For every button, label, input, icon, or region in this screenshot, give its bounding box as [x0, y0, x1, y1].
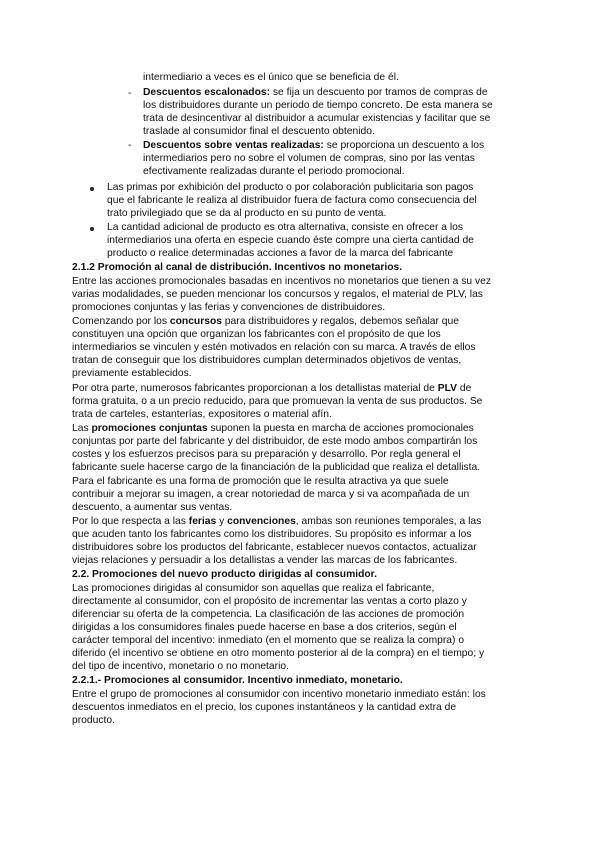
- text-line: trata de desincentivar al distribuidor a acumular existencias y facilitar que se: [143, 113, 491, 124]
- dash-marker: -: [128, 88, 132, 99]
- text-line: traslade al consumidor final el descuento obtenido.: [143, 126, 375, 137]
- text-line: contribuir a mejorar su imagen, a crear notoriedad de marca y si va acompañada de un: [72, 489, 470, 500]
- section-heading: 2.2. Promociones del nuevo producto dirigidas al consumidor.: [72, 569, 377, 580]
- text-line: Las promociones dirigidas al consumidor son aquellas que realiza el fabricante,: [72, 583, 435, 594]
- text-line: Las promociones conjuntas suponen la puesta en marcha de acciones promocionales: [72, 423, 474, 434]
- text-line: previamente establecidos.: [72, 368, 192, 379]
- text-line: diferido (el incentivo se obtiene en otro momento posterior al de la compra) en el tiempo; y: [72, 648, 485, 659]
- text-line: Por lo que respecta a las ferias y convenciones, ambas son reuniones temporales, a las: [72, 516, 482, 527]
- text-line: descuento, a aumentar sus ventas.: [72, 502, 233, 513]
- text-line: constituyen una opción que organizan los fabricantes con el propósito de que los: [72, 329, 441, 340]
- section-heading: 2.1.2 Promoción al canal de distribución. Incentivos no monetarios.: [72, 262, 403, 273]
- text-line: los distribuidores durante un periodo de tiempo concreto. De esta manera se: [143, 100, 493, 111]
- bullet-marker: [90, 227, 94, 231]
- text-line: intermediario a veces es el único que se beneficia de él.: [143, 72, 399, 83]
- text-line: producto o realice determinadas acciones a favor de la marca del fabricante: [107, 248, 454, 259]
- text-line: tratan de conseguir que los distribuidores cumplan determinados objetivos de ventas,: [72, 355, 462, 366]
- text-line: intermediarios pero no sobre el volumen de compras, sino por las ventas: [143, 153, 475, 164]
- bullet-marker: [90, 187, 94, 191]
- text-line: La cantidad adicional de producto es otra alternativa, consiste en ofrecer a los: [107, 222, 464, 233]
- text-line: Las primas por exhibición del producto o por colaboración publicitaria son pagos: [107, 182, 474, 193]
- text-line: Entre el grupo de promociones al consumidor con incentivo monetario inmediato están: los: [72, 689, 486, 700]
- text-line: intermediarios se vinculen y estén motivados en relación con su marca. A través de ellos: [72, 342, 476, 353]
- text-line: que el fabricante le realiza al distribuidor fuera de factura como consecuencia del: [107, 195, 477, 206]
- text-line: Descuentos escalonados: se fija un descuento por tramos de compras de: [143, 87, 488, 98]
- text-line: varias modalidades, se pueden mencionar los concursos y regalos, el material de PLV, las: [72, 289, 483, 300]
- text-line: descuentos inmediatos en el precio, los cupones instantáneos y la cantidad extra de: [72, 702, 457, 713]
- text-line: producto.: [72, 715, 115, 726]
- text-line: intermediarios una oferta en especie cuando éste compre una cierta cantidad de: [107, 235, 474, 246]
- term-descuentos-ventas: Descuentos sobre ventas realizadas:: [143, 140, 324, 151]
- text-line: que acuden tanto los fabricantes como los distribuidores. Su propósito es informar a los: [72, 529, 472, 540]
- text-line: conjuntas por parte del fabricante y del distribuidor, de este modo ambos compartirán los: [72, 436, 478, 447]
- text-line: efectivamente realizadas durante el periodo promocional.: [143, 166, 405, 177]
- dash-marker: -: [128, 140, 132, 151]
- text-line: viejas relaciones y persuadir a los detallistas a vender las marcas de los fabricantes.: [72, 555, 458, 566]
- section-heading: 2.2.1.- Promociones al consumidor. Incentivo inmediato, monetario.: [72, 675, 403, 686]
- text-line: Entre las acciones promocionales basadas en incentivos no monetarios que tienen a su vez: [72, 276, 491, 287]
- text-line: diferenciar su oferta de la competencia. La clasificación de las acciones de promoción: [72, 609, 465, 620]
- text-line: directamente al consumidor, con el propósito de incrementar las ventas a corto plazo y: [72, 596, 467, 607]
- text-line: fabricante suele hacerse cargo de la financiación de la publicidad que realiza el detallista.: [72, 462, 481, 473]
- text-line: Comenzando por los concursos para distribuidores y regalos, debemos señalar que: [72, 316, 459, 327]
- text-line: distribuidores sobre los productos del fabricante, establecer nuevos contactos, actualizar: [72, 542, 477, 553]
- text-line: forma gratuita, o a un precio reducido, para que promuevan la venta de sus productos. Se: [72, 396, 483, 407]
- text-line: Por otra parte, numerosos fabricantes proporcionan a los detallistas material de PLV de: [72, 383, 472, 394]
- text-line: trata de carteles, estanterías, expositores o material afín.: [72, 409, 332, 420]
- text-line: del tipo de incentivo, monetario o no monetario.: [72, 661, 289, 672]
- text-line: carácter temporal del incentivo: inmediato (en el momento que se realiza la compra) o: [72, 635, 465, 646]
- text-line: promociones conjuntas y las ferias y convenciones de distribuidores.: [72, 302, 386, 313]
- text-line: dirigidas a los consumidores finales puede hacerse en base a dos criterios, según el: [72, 622, 457, 633]
- text-line: Descuentos sobre ventas realizadas: se proporciona un descuento a los: [143, 140, 485, 151]
- text-line: trato privilegiado que se da al producto en su punto de venta.: [107, 208, 387, 219]
- term-descuentos-escalonados: Descuentos escalonados:: [143, 87, 271, 98]
- text-line: costes y los esfuerzos precisos para su preparación y desarrollo. Por regla general el: [72, 449, 461, 460]
- text-line: Para el fabricante es una forma de promoción que le resulta atractiva ya que suele: [72, 476, 449, 487]
